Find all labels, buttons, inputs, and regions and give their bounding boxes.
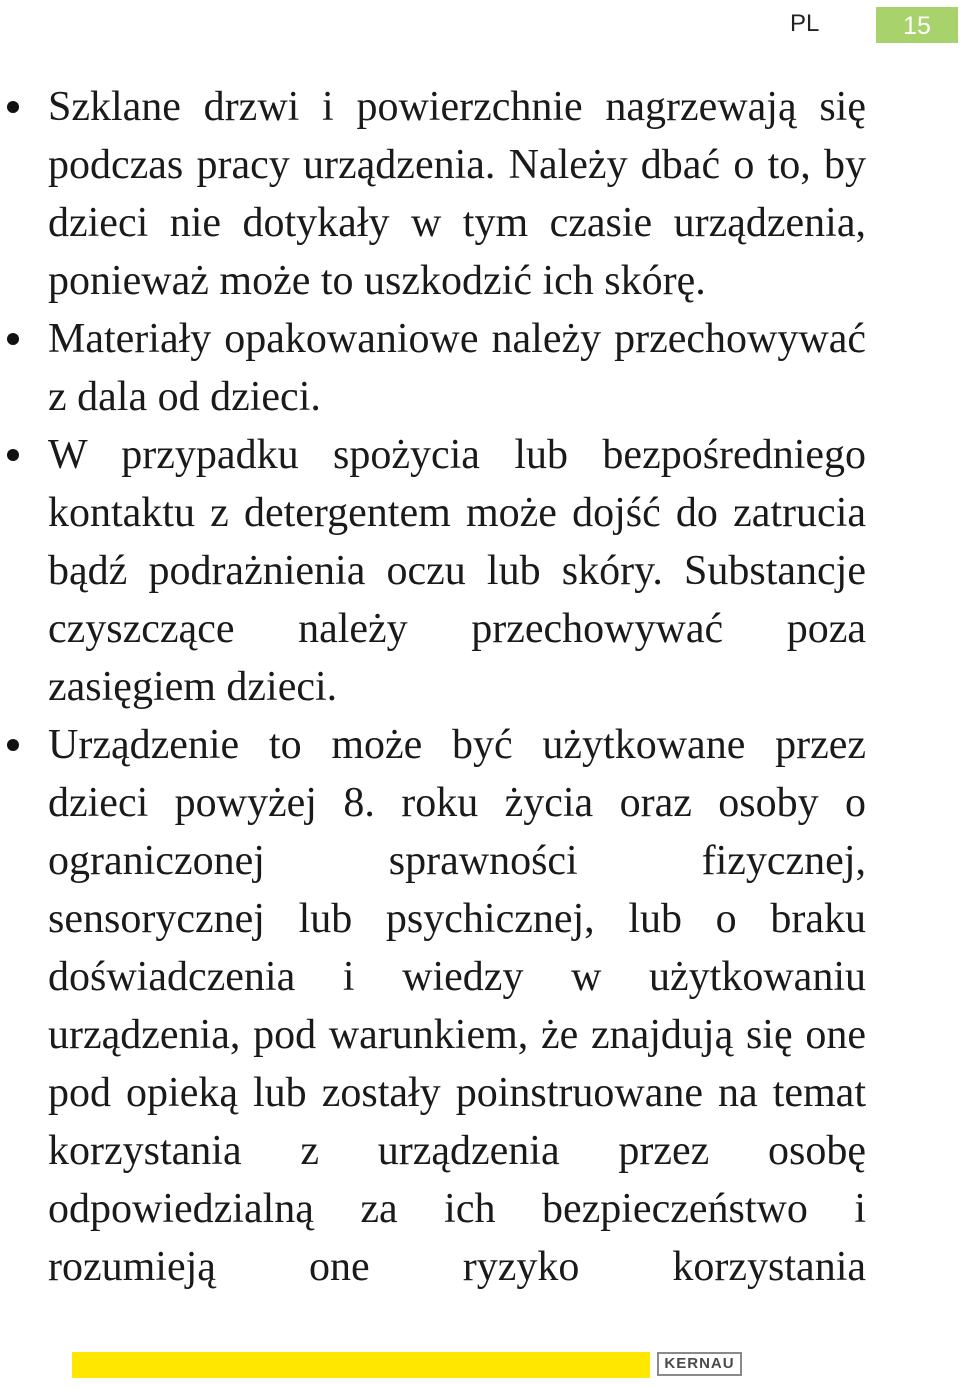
brand-logo (657, 1352, 742, 1376)
language-label: PL (790, 10, 820, 37)
bullet-text: Szklane drzwi i powierzchnie nagrzewają się podczas pracy urządzenia. Należy dbać o to, by dzieci nie dotykały w tym czasie urządzenia, ponieważ może to uszkodzić ich skórę. (48, 84, 866, 304)
bullet-icon (7, 449, 19, 461)
bullet-icon (7, 333, 19, 345)
page-content (48, 78, 866, 1296)
bullet-item (48, 310, 866, 426)
bullet-icon (7, 101, 19, 113)
bullet-text: Urządzenie to może być użytkowane przez dzieci powyżej 8. roku życia oraz osoby o ograniczonej sprawności fizycznej, sensorycznej lub psychicznej, lub o braku doświadczenia i wiedzy w użytkowaniu urządzenia, pod warunkiem, że znajdują się one pod opieką lub zostały poinstruowane na temat korzystania z urządzenia przez osobę odpowiedzialną za ich bezpieczeństwo i rozumieją one ryzyko korzystania (48, 722, 866, 1290)
bullet-item (48, 716, 866, 1296)
page-number-badge: 15 (876, 7, 958, 43)
bullet-text: Materiały opakowaniowe należy przechowywać z dala od dzieci. (48, 316, 866, 420)
bullet-icon (7, 739, 19, 751)
bullet-text: W przypadku spożycia lub bezpośredniego kontaktu z detergentem może dojść do zatrucia bądź podrażnienia oczu lub skóry. Substancje czyszczące należy przechowywać poza zasięgiem dzieci. (48, 432, 866, 710)
brand-logo-text: KERNAU (664, 1355, 735, 1372)
bullet-item (48, 78, 866, 310)
bullet-item (48, 426, 866, 716)
footer-accent-bar (72, 1352, 650, 1378)
safety-bullet-list (48, 78, 866, 1296)
